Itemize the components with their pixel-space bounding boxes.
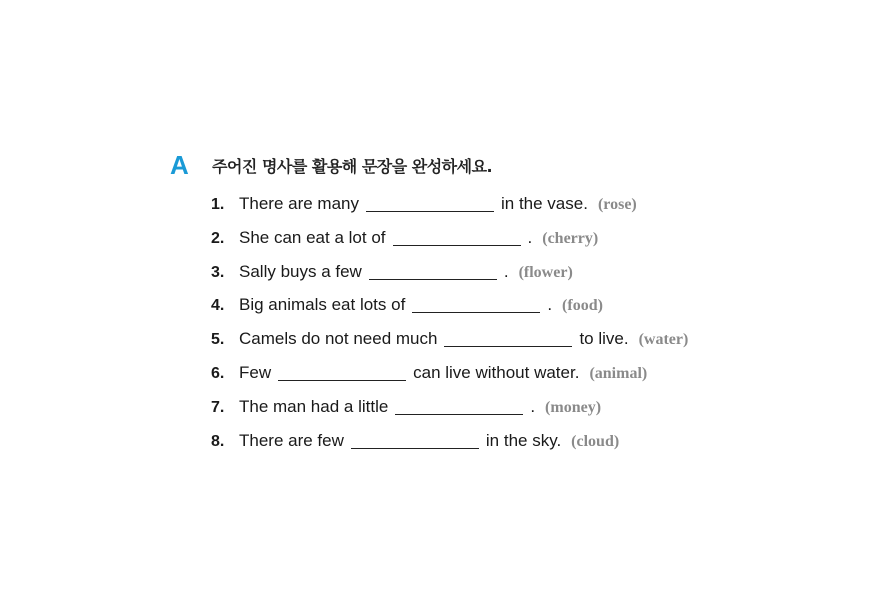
answer-blank[interactable] — [278, 366, 406, 381]
sentence-before-blank: There are many — [239, 194, 359, 213]
sentence-after-blank: to live. — [579, 329, 629, 349]
noun-hint: (animal) — [589, 364, 648, 382]
answer-blank[interactable] — [369, 265, 497, 280]
sentence-before-blank: She can eat a lot of — [239, 227, 386, 247]
sentence-before-blank: Sally buys a few — [239, 261, 362, 281]
item-number: 2. — [211, 229, 225, 247]
instruction-text: 주어진 명사를 활용해 문장을 완성하세요. — [212, 156, 493, 176]
exercise-section-a — [170, 150, 730, 450]
section-letter: A — [170, 150, 189, 180]
item-number: 6. — [211, 364, 225, 382]
exercise-header — [170, 150, 730, 180]
sentence-before-blank: Big animals eat lots of — [239, 295, 406, 315]
exercise-item-2 — [211, 228, 688, 262]
item-number: 3. — [211, 263, 225, 281]
noun-hint: (flower) — [518, 263, 573, 281]
item-number: 8. — [211, 432, 225, 450]
answer-blank[interactable] — [395, 400, 523, 415]
exercise-item-3 — [211, 262, 688, 296]
sentence-after-blank: in the sky. — [485, 430, 562, 450]
exercise-item-1 — [211, 194, 688, 228]
sentence-after-blank: in the vase. — [501, 194, 588, 213]
exercise-item-6 — [211, 363, 688, 397]
sentence-after-blank: . — [503, 261, 509, 281]
sentence-after-blank: . — [547, 295, 553, 315]
exercise-item-4 — [211, 295, 688, 329]
sentence-before-blank: Camels do not need much — [239, 329, 438, 349]
answer-blank[interactable] — [444, 332, 572, 347]
item-number: 1. — [211, 196, 225, 213]
noun-hint: (cherry) — [542, 229, 599, 247]
exercise-item-5 — [211, 329, 688, 363]
exercise-list — [211, 194, 688, 464]
noun-hint: (cloud) — [571, 432, 620, 450]
answer-blank[interactable] — [393, 231, 521, 246]
answer-blank[interactable] — [412, 298, 540, 313]
answer-blank[interactable] — [351, 434, 479, 449]
sentence-before-blank: Few — [239, 362, 272, 382]
item-number: 7. — [211, 398, 225, 416]
answer-blank[interactable] — [366, 197, 494, 212]
item-number: 4. — [211, 297, 225, 315]
item-number: 5. — [211, 331, 225, 349]
sentence-after-blank: . — [530, 396, 536, 416]
sentence-before-blank: There are few — [239, 430, 344, 450]
exercise-item-8 — [211, 431, 688, 465]
noun-hint: (money) — [545, 398, 602, 416]
sentence-before-blank: The man had a little — [239, 396, 389, 416]
exercise-item-7 — [211, 397, 688, 431]
noun-hint: (rose) — [597, 196, 637, 213]
sentence-after-blank: can live without water. — [413, 362, 580, 382]
noun-hint: (food) — [562, 297, 603, 315]
noun-hint: (water) — [638, 331, 689, 349]
sentence-after-blank: . — [527, 227, 533, 247]
